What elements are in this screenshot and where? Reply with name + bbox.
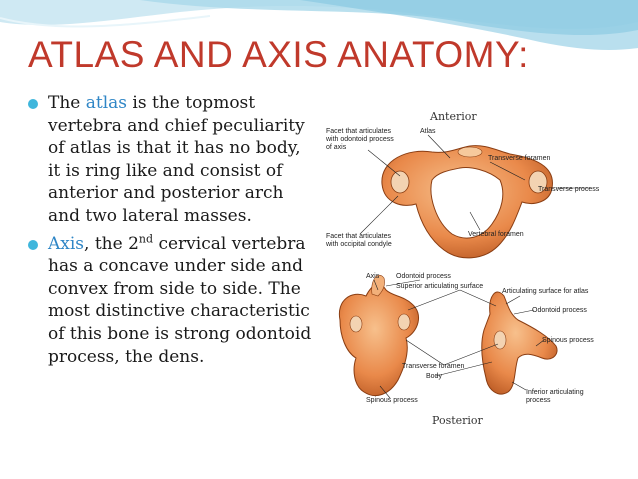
label-facet-condyle-2: with occipital condyle xyxy=(326,241,392,248)
label-body: Body xyxy=(426,373,442,380)
bullet-atlas-prefix: The xyxy=(48,93,86,113)
label-transverse-foramen-axis: Transverse foramen xyxy=(402,363,465,370)
label-atlas: Atlas xyxy=(420,128,436,135)
vertebra-illustration xyxy=(320,100,632,432)
bullet-list xyxy=(28,92,318,373)
label-spinous-process-right: Spinous process xyxy=(542,337,594,344)
label-odontoid-process: Odontoid process xyxy=(396,273,451,280)
caption-anterior: Anterior xyxy=(430,110,477,123)
label-inferior-articulating-process-2: process xyxy=(526,397,551,404)
bullet-atlas-keyword: atlas xyxy=(85,93,128,113)
label-transverse-process: Transverse process xyxy=(538,186,600,193)
vertebra-diagram-svg xyxy=(320,100,632,432)
bullet-axis-text-continued: cervical vertebra has a concave under side and convex from side to side. The most distinctive characteristic of this bone is strong odontoid process, the dens. xyxy=(48,233,312,367)
atlas-bone-shape xyxy=(382,146,553,258)
label-odontoid-process-right: Odontoid process xyxy=(532,307,587,314)
label-facet-odontoid-2: with odontoid process xyxy=(326,136,394,143)
bullet-dot-icon xyxy=(28,240,38,250)
bullet-atlas-text: is the topmost vertebra and chief peculiarity of atlas is that it has no body, it is ring like and consist of anterior and posterior arch and two lateral masses. xyxy=(48,93,305,226)
bullet-axis xyxy=(28,233,318,369)
label-axis: Axis xyxy=(366,273,380,280)
label-facet-condyle-1: Facet that articulates xyxy=(326,233,391,240)
label-transverse-foramen-atlas: Transverse foramen xyxy=(488,155,551,162)
bullet-axis-text: , the 2 xyxy=(84,233,139,254)
label-facet-odontoid-1: Facet that articulates xyxy=(326,128,391,135)
caption-posterior: Posterior xyxy=(432,414,483,427)
bullet-axis-keyword: Axis xyxy=(48,233,85,254)
bullet-axis-superscript: nd xyxy=(138,231,154,245)
label-superior-articulating-surface: Superior articulating surface xyxy=(396,283,484,290)
label-spinous-process: Spinous process xyxy=(366,397,418,404)
atlas-labels xyxy=(325,128,600,248)
label-articulating-surface-atlas: Articulating surface for atlas xyxy=(502,288,589,295)
bullet-atlas xyxy=(28,92,318,228)
label-facet-odontoid-3: of axis xyxy=(326,144,347,151)
axis-bone-left xyxy=(339,275,418,395)
label-vertebral-foramen: Vertebral foramen xyxy=(468,231,524,238)
label-inferior-articulating-process-1: Inferior articulating xyxy=(526,389,584,396)
slide-title: ATLAS AND AXIS ANATOMY: xyxy=(28,34,529,75)
bullet-dot-icon xyxy=(28,99,38,109)
